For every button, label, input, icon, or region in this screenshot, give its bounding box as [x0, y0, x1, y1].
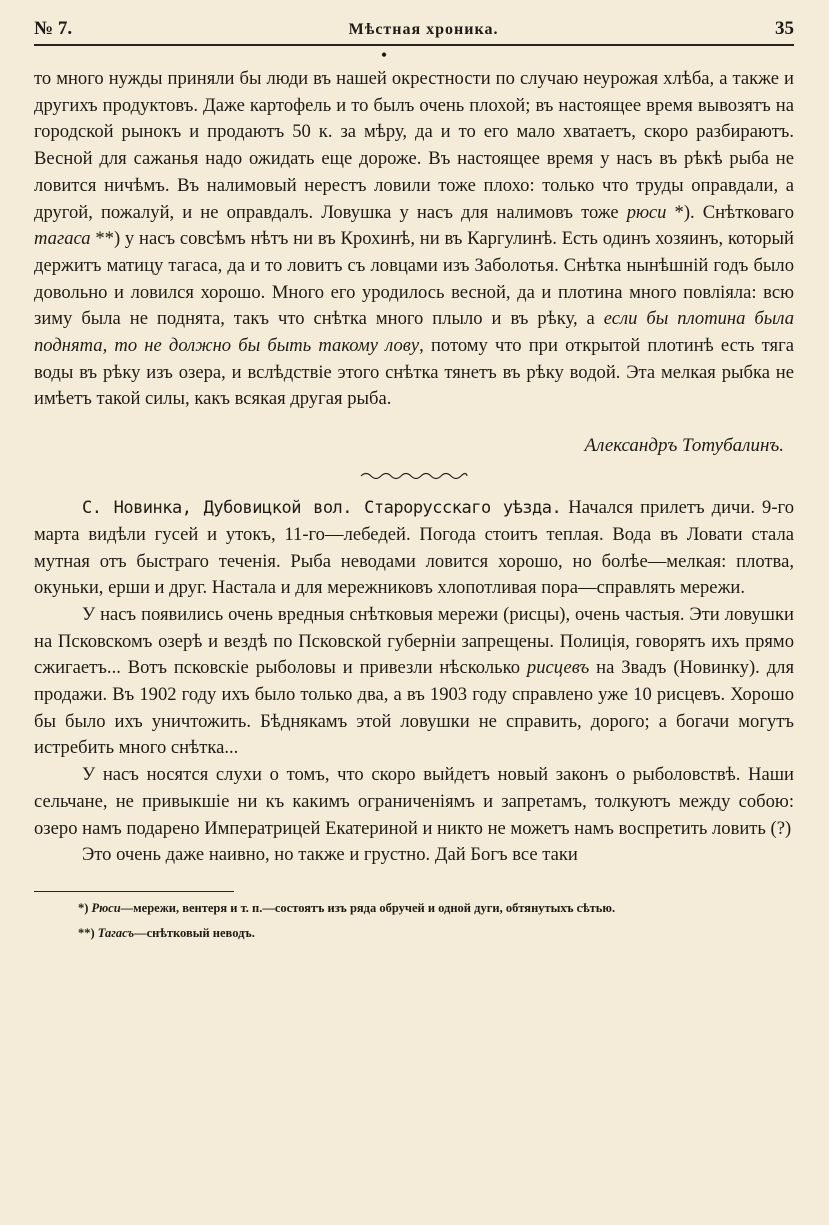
paragraph-novinka-1 — [34, 495, 794, 602]
paragraph-report-1 — [34, 66, 794, 413]
text-run: *). Снѣтковаго — [666, 201, 794, 223]
term-tagasa: тагаса — [34, 228, 91, 250]
italic-phrase: если бы плотина была поднята, то не должно бы быть такому лову — [34, 308, 794, 357]
paragraph-novinka-2 — [34, 602, 794, 762]
footnote-mark: **) — [78, 925, 95, 940]
running-header — [34, 18, 794, 46]
text-run: У насъ появились очень вредныя снѣтковыя мережи (рисцы), очень частыя. Эти ловушки на Псковскомъ озерѣ и вездѣ по Псковской губерніи запрещены. Полиція, говорятъ ихъ прямо сжигаетъ... Вотъ псковскіе рыболовы и привезли нѣсколько — [34, 603, 794, 679]
text-run: , потому что при открытой плотинѣ есть тяга воды въ рѣку изъ озера, и вслѣдствіе этого снѣтка тянетъ въ рѣку водой. Эта мелкая рыбка не имѣетъ такой силы, какъ всякая другая рыба. — [34, 335, 794, 410]
paragraph-novinka-3: У насъ носятся слухи о томъ, что скоро выйдетъ новый законъ о рыболовствѣ. Наши сельчане, не привыкшіе ни къ какимъ ограниченіямъ и запретамъ, толкуютъ между собою: озеро намъ подарено Императрицей Екатериной и никто не можетъ намъ воспретить ловить (?) — [34, 764, 794, 839]
footnote-rule — [34, 891, 234, 892]
footnote-text: —мережи, вентеря и т. п.—состоятъ изъ ряда обручей и одной дуги, обтянутыхъ сѣтью. — [120, 900, 616, 915]
dot-mark: • — [380, 45, 388, 65]
footnote-2 — [34, 925, 794, 942]
footnote-text: —снѣтковый неводъ. — [134, 925, 255, 940]
wave-ornament-icon — [359, 470, 469, 482]
footnote-term: Рюси — [91, 900, 121, 915]
author-signature: Александръ Тотубалинъ. — [584, 435, 784, 457]
text-run: Начался прилетъ дичи. 9-го марта видѣли гусей и утокъ, 11-го—лебедей. Погода стоитъ теплая. Вода въ Ловати стала мутная отъ быстраго теченія. Рыба неводами ловится хорошо, но болѣе—мелкая: плотва, окуньки, ерши и друг. Настала и для мережниковъ хлопотливая пора—справлять мережи. — [34, 497, 794, 599]
term-rusi: рюси — [626, 201, 667, 223]
paragraph-novinka-4: Это очень даже наивно, но также и грустно. Дай Богъ все таки — [82, 844, 578, 866]
ornament-divider — [34, 469, 794, 483]
text-run: то много нужды приняли бы люди въ нашей окрестности по случаю неурожая хлѣба, а также и другихъ продуктовъ. Даже картофель и то былъ очень плохой; въ настоящее время вывозятъ на городской рынокъ и продаютъ 50 к. за мѣру, да и то его мало хватаетъ, скоро разбираютъ. Весной для сажанья надо ожидать еще дороже. Въ настоящее время у насъ въ рѣкѣ рыба не ловится ничѣмъ. Въ налимовый нерестъ ловили тоже плохо: только что труды оправдали, а другой, пожалуй, и не оправдалъ. Ловушка у насъ для налимовъ тоже — [34, 68, 794, 223]
location-heading: С. Новинка, Дубовицкой вол. Старорусскаго уѣзда. — [82, 498, 562, 519]
term-riscy: рисцевъ — [526, 657, 590, 679]
text-run: **) у насъ совсѣмъ нѣтъ ни въ Крохинѣ, ни въ Каргулинѣ. Есть одинъ хозяинъ, который держитъ матицу тагаса, да и то ловитъ съ ловцами изъ Заболотья. Снѣтка нынѣшній годъ было довольно и ловился хорошо. Много его уродилось весной, да и плотина много повліяла: всю зиму была не поднята, такъ что снѣтка много плыло и въ рѣку, а — [34, 228, 794, 330]
page-number: 35 — [774, 18, 794, 39]
footnote-1 — [34, 900, 794, 917]
text-run: на Звадъ (Новинку). для продажи. Въ 1902 году ихъ было только два, а въ 1903 году справлено уже 10 рисцевъ. Хорошо бы было ихъ уничтожить. Бѣднякамъ этой ловушки не справить, дорого; а богачи могутъ истребить много снѣтка... — [34, 657, 795, 759]
footnote-term: Тагасъ — [97, 925, 135, 940]
section-title: Мѣстная хроника. — [348, 21, 499, 38]
issue-number: № 7. — [34, 18, 73, 39]
footnote-mark: *) — [78, 900, 89, 915]
page — [34, 18, 794, 942]
